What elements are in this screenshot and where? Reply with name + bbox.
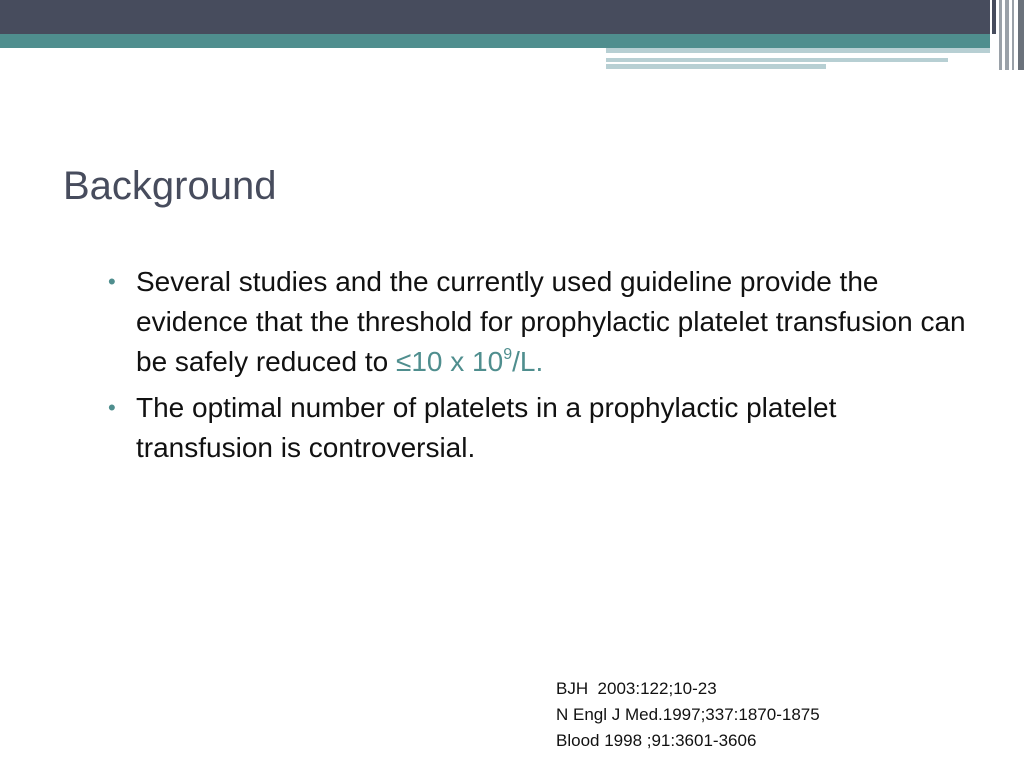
bullet-icon: • xyxy=(108,395,116,420)
bullet-icon: • xyxy=(108,269,116,294)
less-equal-symbol: ≤ xyxy=(395,346,412,377)
header-light-stripe xyxy=(606,58,948,62)
reference-line: Blood 1998 ;91:3601-3606 xyxy=(556,731,757,750)
threshold-exponent: 9 xyxy=(503,346,513,363)
header-accent-band xyxy=(0,34,990,48)
threshold-unit: /L. xyxy=(512,346,544,377)
reference-line: BJH 2003:122;10-23 xyxy=(556,679,717,698)
header-light-stripe xyxy=(606,64,826,69)
bullet-text: The optimal number of platelets in a prophylactic platelet transfusion is controversial. xyxy=(136,392,837,463)
bullet-text: Several studies and the currently used guideline provide the evidence that the threshold for prophylactic platelet transfusion can be safely reduced to xyxy=(136,266,966,377)
bullet-list xyxy=(108,262,978,474)
slide-title: Background xyxy=(63,164,277,208)
references xyxy=(556,676,820,754)
bullet-item xyxy=(108,388,978,468)
reference-line: N Engl J Med.1997;337:1870-1875 xyxy=(556,705,820,724)
threshold-number: 10 x 10 xyxy=(411,346,504,377)
header-bar xyxy=(0,0,990,34)
threshold-value xyxy=(396,346,543,377)
bullet-item xyxy=(108,262,978,382)
header-light-stripe xyxy=(606,48,990,53)
header-side-stripes xyxy=(990,0,1024,70)
